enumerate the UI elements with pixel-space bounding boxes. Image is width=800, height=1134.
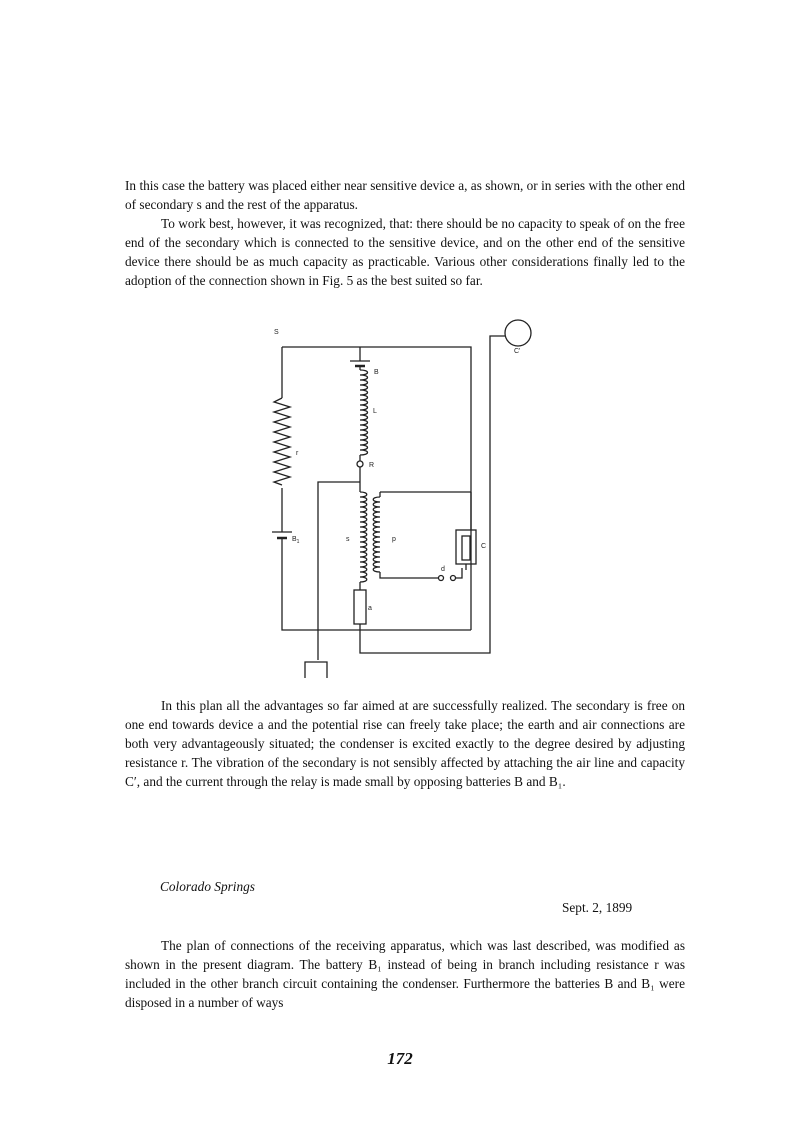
paragraph-plan-advantages: In this plan all the advantages so far aimed at are successfully realized. The secondary is free on one end towards device a and the potential rise can freely take place; the earth and air connections are both very advantageously situated; the condenser is excited exactly to the degree desired by adjusting resistance r. The vibration of the secondary is not sensibly affected by attaching the air line and capacity C′, and the current through the relay is made small by opposing batteries B and B₁.: [125, 698, 685, 789]
spark-gap-d-left: [439, 576, 444, 581]
label-B1: $B_1$: [292, 536, 300, 545]
label-C: C: [481, 543, 487, 550]
sensitive-device-a: [354, 590, 366, 624]
spark-gap-d-right: [451, 576, 456, 581]
relay-terminal-R: [357, 461, 363, 467]
earth-plate: [305, 662, 327, 678]
condenser-c-plate-inner: [462, 536, 470, 560]
label-S: S: [274, 329, 279, 336]
paragraph-capacity: To work best, however, it was recognized, that: there should be no capacity to speak of on the free end of the secondary which is connected to the sensitive device, and on the other end of the sensitive device there should be as much capacity as practicable. Various other considerations finally led to the adoption of the connection shown in Fig. 5 as the best suited so far.: [125, 216, 685, 288]
paragraph-battery-placement: In this case the battery was placed either near sensitive device a, as shown, or in series with the other end of secondary s and the rest of the apparatus.: [125, 178, 685, 212]
label-C-prime: C': [514, 348, 521, 355]
capacity-c-prime: [505, 320, 531, 346]
label-s: s: [346, 536, 350, 543]
place-heading: Colorado Springs: [160, 879, 255, 894]
page-number: 172: [387, 1049, 413, 1068]
label-B: B: [374, 369, 379, 376]
label-p: p: [392, 536, 396, 543]
air-line: [360, 336, 505, 653]
wire-to-earth: [318, 482, 360, 660]
resistor-r: [274, 398, 290, 485]
date-heading: Sept. 2, 1899: [562, 900, 633, 915]
label-L: L: [373, 408, 377, 415]
label-R: R: [369, 462, 375, 469]
secondary-coil-s: [360, 492, 367, 582]
label-a: a: [368, 605, 372, 612]
label-d: d: [441, 566, 445, 573]
paragraph-modified-plan: The plan of connections of the receiving apparatus, which was last described, was modified as shown in the present diagram. The battery B₁ instead of being in branch including resistance r was included in the other branch circuit containing the condenser. Furthermore the batteries B and B₁ were disposed in a number of ways: [125, 938, 685, 1010]
wire-left-top: [282, 347, 471, 630]
relay-coil-L: [360, 370, 368, 455]
wire-left-bottom: [282, 548, 471, 630]
label-r: r: [296, 450, 299, 457]
condenser-c-plate-outer: [456, 530, 476, 564]
